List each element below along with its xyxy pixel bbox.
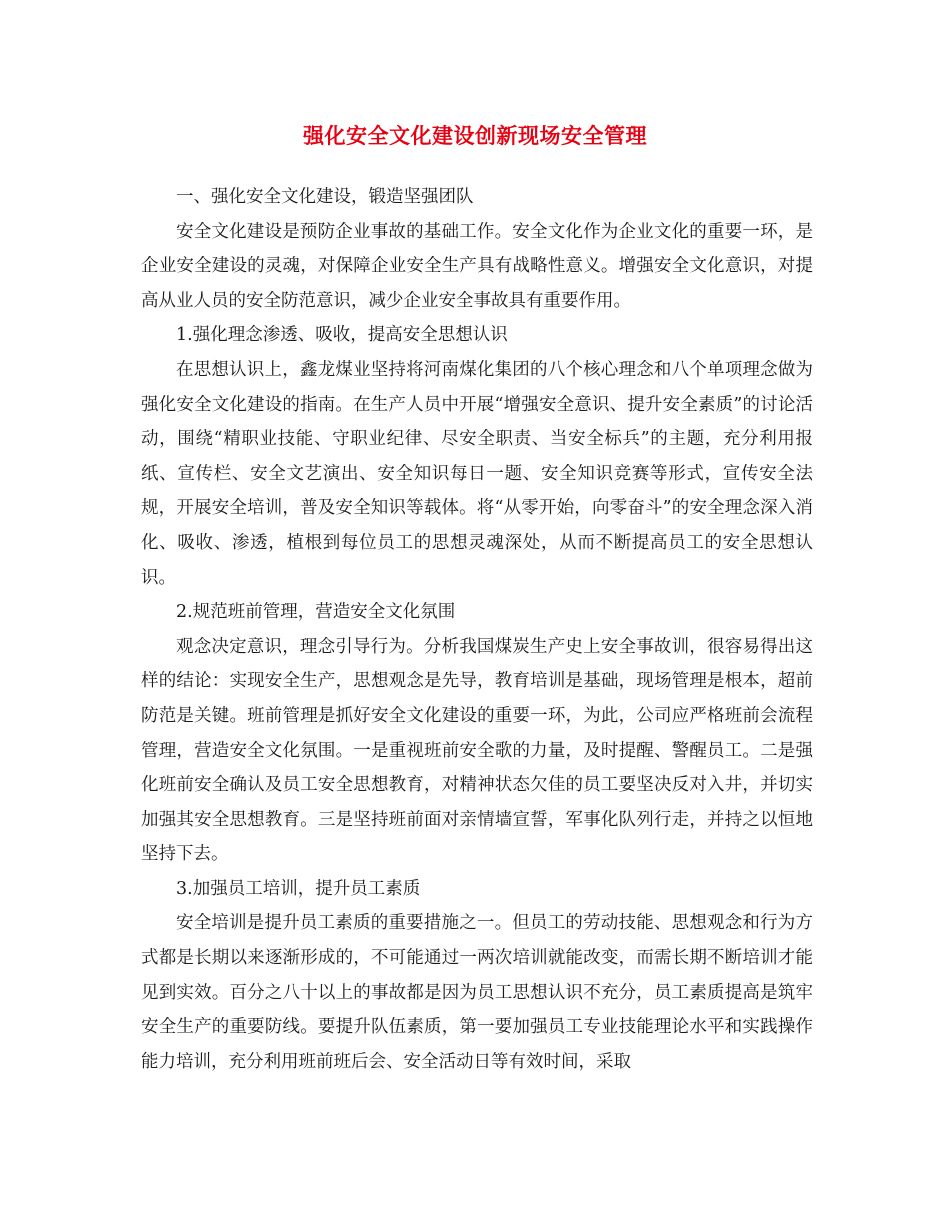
subsection-heading: 1.强化理念渗透、吸收，提高安全思想认识 (176, 325, 508, 346)
body-paragraph: 观念决定意识，理念引导行为。分析我国煤炭生产史上安全事故训，很容易得出这样的结论：实现安全生产，思想观念是先导，教育培训是基础，现场管理是根本，超前防范是关键。班前管理是抓好安全文化建设的重要一环，为此，公司应严格班前会流程管理，营造安全文化氛围。一是重视班前安全歌的力量，及时提醒、警醒员工。二是强化班前安全确认及员工安全思想教育，对精神状态欠佳的员工要坚决反对入井，并切实加强其安全思想教育。三是坚持班前面对亲情墙宣誓，军事化队列行走，并持之以恒地坚持下去。 (141, 636, 813, 865)
subsection-heading: 2.规范班前管理，营造安全文化氛围 (176, 602, 456, 623)
subsection-heading: 3.加强员工培训，提升员工素质 (176, 878, 421, 899)
body-paragraph: 在思想认识上，鑫龙煤业坚持将河南煤化集团的八个核心理念和八个单项理念做为强化安全文化建设的指南。在生产人员中开展“增强安全意识、提升安全素质”的讨论活动，围绕“精职业技能、守职业纪律、尽安全职责、当安全标兵”的主题，充分利用报纸、宣传栏、安全文艺演出、安全知识每日一题、安全知识竞赛等形式，宣传安全法规，开展安全培训，普及安全知识等载体。将“从零开始，向零奋斗”的安全理念深入消化、吸收、渗透，植根到每位员工的思想灵魂深处，从而不断提高员工的安全思想认识。 (141, 359, 813, 588)
body-paragraph: 安全文化建设是预防企业事故的基础工作。安全文化作为企业文化的重要一环，是企业安全建设的灵魂，对保障企业安全生产具有战略性意义。增强安全文化意识，对提高从业人员的安全防范意识，减少企业安全事故具有重要作用。 (141, 221, 813, 311)
document-body (141, 180, 813, 1079)
document-title: 强化安全文化建设创新现场安全管理 (303, 123, 647, 148)
body-paragraph: 安全培训是提升员工素质的重要措施之一。但员工的劳动技能、思想观念和行为方式都是长期以来逐渐形成的，不可能通过一两次培训就能改变，而需长期不断培训才能见到实效。百分之八十以上的事故都是因为员工思想认识不充分，员工素质提高是筑牢安全生产的重要防线。要提升队伍素质，第一要加强员工专业技能理论水平和实践操作能力培训，充分利用班前班后会、安全活动日等有效时间，采取 (141, 913, 813, 1072)
section-heading: 一、强化安全文化建设，锻造坚强团队 (176, 187, 474, 207)
